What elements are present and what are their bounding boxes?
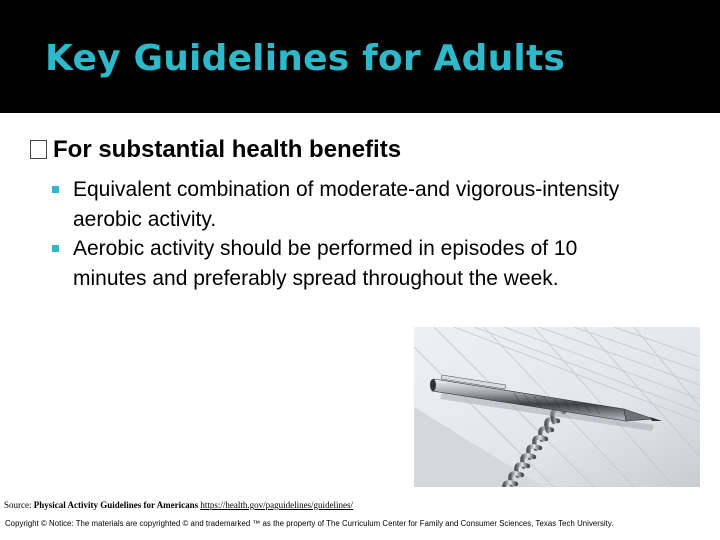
main-bullet-text: For substantial health benefits xyxy=(53,136,402,163)
sub-bullet-text: Aerobic activity should be performed in episodes of 10 minutes and preferably spread throughout the week. xyxy=(73,237,578,290)
source-link[interactable]: https://health.gov/paguidelines/guidelines/ xyxy=(200,500,354,510)
source-prefix: Source: xyxy=(4,500,32,510)
sub-bullet-item xyxy=(52,234,632,293)
copyright-notice: Copyright © Notice: The materials are copyrighted © and trademarked ™ as the property of The Curriculum Center for Family and Consumer Sciences, Texas Tech University. xyxy=(5,519,614,528)
box-glyph-icon xyxy=(30,140,47,159)
main-bullet xyxy=(30,136,710,164)
sub-bullet-list xyxy=(52,175,632,293)
slide-title: Key Guidelines for Adults xyxy=(45,38,565,79)
source-title: Physical Activity Guidelines for Americans xyxy=(33,500,199,510)
source-citation xyxy=(4,500,353,510)
sub-bullet-item xyxy=(52,175,632,234)
pen-on-planner-photo xyxy=(414,327,700,487)
square-bullet-icon xyxy=(52,245,59,252)
pen-planner-illustration xyxy=(414,327,700,487)
sub-bullet-text: Equivalent combination of moderate-and vigorous-intensity aerobic activity. xyxy=(73,178,620,231)
square-bullet-icon xyxy=(52,186,59,193)
title-bar xyxy=(0,0,720,113)
